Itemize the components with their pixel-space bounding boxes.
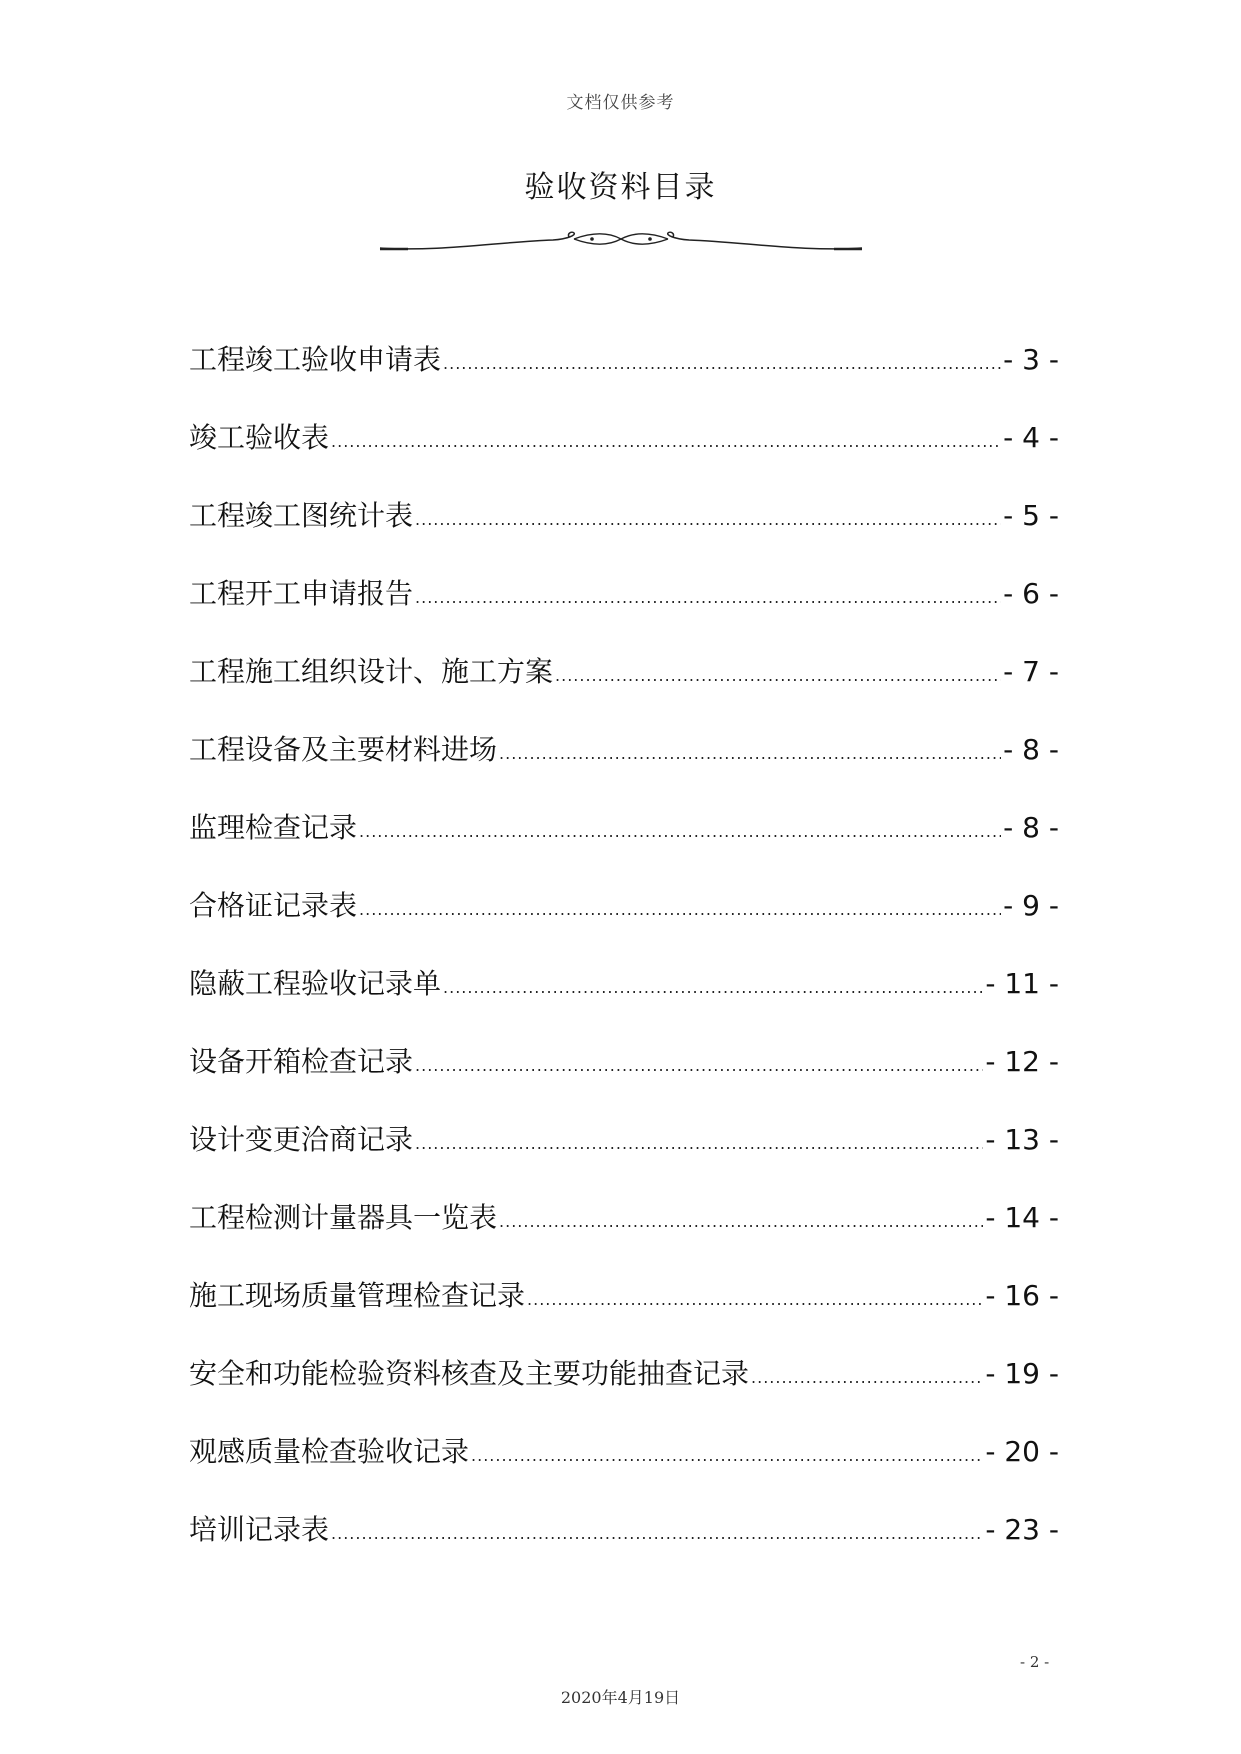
toc-entry-title: 工程开工申请报告 [189, 577, 414, 610]
toc-entry[interactable] [189, 572, 1059, 650]
toc-entry[interactable] [189, 1196, 1059, 1274]
toc-entry[interactable] [189, 1508, 1059, 1586]
toc-entry-title: 合格证记录表 [189, 889, 358, 922]
toc-entry-title: 施工现场质量管理检查记录 [189, 1279, 526, 1312]
toc-entry-title: 培训记录表 [189, 1513, 330, 1546]
toc-dot-leader [415, 1056, 983, 1075]
toc-dot-leader [415, 510, 1001, 529]
toc-entry[interactable] [189, 1274, 1059, 1352]
toc-entry[interactable] [189, 494, 1059, 572]
toc-entry-title: 设计变更洽商记录 [189, 1123, 414, 1156]
toc-dot-leader [359, 822, 1001, 841]
toc-entry-title: 监理检查记录 [189, 811, 358, 844]
toc-entry[interactable] [189, 338, 1059, 416]
toc-dot-leader [443, 354, 1001, 373]
toc-entry-page: - 16 - [985, 1279, 1059, 1312]
toc-entry-title: 竣工验收表 [189, 421, 330, 454]
toc-dot-leader [443, 978, 983, 997]
toc-entry-page: - 19 - [985, 1357, 1059, 1390]
toc-entry-page: - 9 - [1003, 889, 1059, 922]
toc-entry[interactable] [189, 962, 1059, 1040]
toc-entry-title: 工程施工组织设计、施工方案 [189, 655, 554, 688]
toc-entry-page: - 13 - [985, 1123, 1059, 1156]
toc-entry-page: - 4 - [1003, 421, 1059, 454]
toc-entry-title: 工程检测计量器具一览表 [189, 1201, 498, 1234]
toc-entry-page: - 11 - [985, 967, 1059, 1000]
toc-entry-title: 工程竣工验收申请表 [189, 343, 442, 376]
toc-entry-page: - 8 - [1003, 733, 1059, 766]
toc-dot-leader [415, 588, 1001, 607]
toc-entry[interactable] [189, 1430, 1059, 1508]
toc-entry-title: 安全和功能检验资料核查及主要功能抽查记录 [189, 1357, 750, 1390]
toc-entry[interactable] [189, 1352, 1059, 1430]
toc-entry[interactable] [189, 416, 1059, 494]
toc-dot-leader [555, 666, 1001, 685]
toc-entry[interactable] [189, 728, 1059, 806]
toc-entry-title: 观感质量检查验收记录 [189, 1435, 470, 1468]
toc-entry-page: - 5 - [1003, 499, 1059, 532]
toc-entry-page: - 6 - [1003, 577, 1059, 610]
toc-entry-title: 工程设备及主要材料进场 [189, 733, 498, 766]
toc-entry[interactable] [189, 650, 1059, 728]
toc-entry[interactable] [189, 806, 1059, 884]
ornament-divider [378, 228, 864, 258]
toc-entry-title: 设备开箱检查记录 [189, 1045, 414, 1078]
toc-entry-title: 工程竣工图统计表 [189, 499, 414, 532]
toc-entry-page: - 8 - [1003, 811, 1059, 844]
toc-entry-page: - 20 - [985, 1435, 1059, 1468]
toc-dot-leader [471, 1446, 983, 1465]
toc-dot-leader [359, 900, 1001, 919]
toc-dot-leader [527, 1290, 983, 1309]
toc-entry[interactable] [189, 884, 1059, 962]
toc-entry-page: - 7 - [1003, 655, 1059, 688]
footer-date: 2020年4月19日 [560, 1688, 681, 1707]
toc-entry-page: - 3 - [1003, 343, 1059, 376]
toc-entry[interactable] [189, 1040, 1059, 1118]
table-of-contents [189, 338, 1059, 1586]
toc-entry-page: - 14 - [985, 1201, 1059, 1234]
toc-dot-leader [331, 1524, 983, 1543]
toc-dot-leader [415, 1134, 983, 1153]
toc-dot-leader [751, 1368, 983, 1387]
toc-entry-title: 隐蔽工程验收记录单 [189, 967, 442, 1000]
page-number: - 2 - [1020, 1653, 1050, 1671]
toc-dot-leader [499, 1212, 983, 1231]
header-note: 文档仅供参考 [566, 93, 675, 113]
toc-dot-leader [499, 744, 1001, 763]
toc-entry[interactable] [189, 1118, 1059, 1196]
toc-entry-page: - 23 - [985, 1513, 1059, 1546]
toc-entry-page: - 12 - [985, 1045, 1059, 1078]
page-title: 验收资料目录 [524, 170, 717, 205]
toc-dot-leader [331, 432, 1001, 451]
